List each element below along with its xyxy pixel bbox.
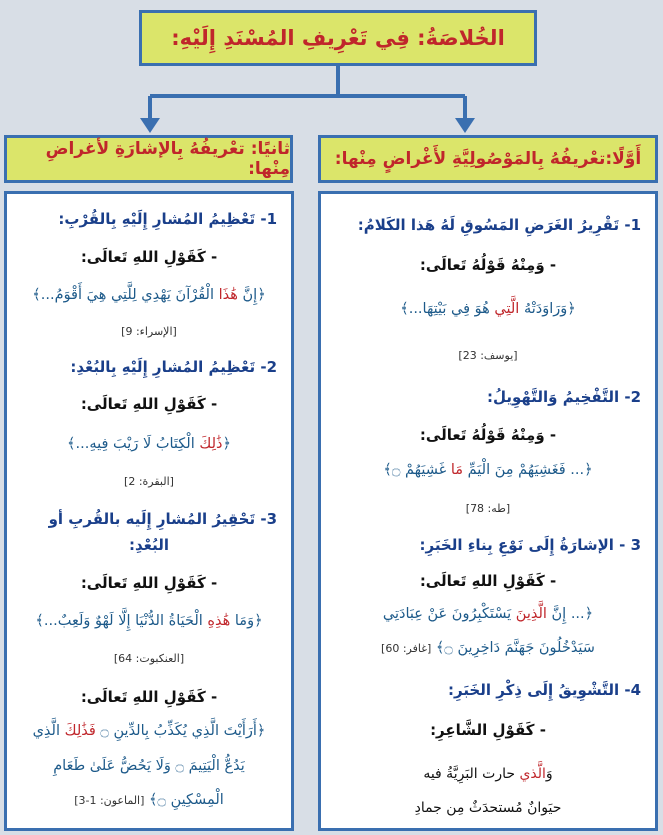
right-verse-3-line-1: ﴿... إِنَّ الَّذِينَ يَسْتَكْبِرُونَ عَنْ عِبَادَتِي: [382, 606, 594, 622]
left-ref-2: [البقرة: 2]: [124, 475, 174, 488]
left-heading-2: 2- تَعْظِيمُ المُشارِ إِلَيْهِ بِالبُعْدِ:: [70, 358, 277, 376]
left-verse-2: ﴿ذَٰلِكَ الْكِتَابُ لَا رَيْبَ فِيهِ...﴾: [67, 436, 231, 452]
left-lead-1: - كَقَوْلِ اللهِ تَعالَى:: [80, 248, 218, 266]
left-heading-3: 3- تَحْقِيرُ المُشارِ إِلَيه بالقُربِ أو: [48, 510, 277, 528]
right-lead-1: - وَمِنْهُ قَوْلُهُ تَعالَى:: [419, 256, 557, 274]
right-heading-4: 4- التَّشْوِيقُ إِلَى ذِكْرِ الخَبَرِ:: [447, 681, 641, 699]
left-ref-3: [العنكبوت: 64]: [113, 652, 185, 665]
main-title: الخُلاصَةُ: فِي تَعْرِيفِ المُسْنَدِ إِلَيْهِ:: [139, 10, 537, 66]
left-verse-4-line-2: يَدُعُّ الْيَتِيمَ ۝ وَلَا يَحُضُّ عَلَىٰ طَعَامِ: [53, 758, 245, 774]
right-poem-line-1: وَالَّذي حارت البَرِيَّةُ فيه: [423, 766, 553, 782]
right-heading-1: 1- تَقْرِيرُ الغَرَضِ المَسُوقِ لَهُ هَذا الكَلامُ:: [357, 216, 641, 234]
right-verse-2: ﴿... فَغَشِيَهُمْ مِنَ الْيَمِّ مَا غَشِيَهُمْ ۝﴾: [383, 462, 593, 478]
left-heading-3-cont: البُعْدِ:: [128, 536, 170, 554]
left-verse-4-line-1: ﴿أَرَأَيْتَ الَّذِي يُكَذِّبُ بِالدِّينِ ۝ فَذَٰلِكَ الَّذِي: [32, 723, 266, 739]
right-verse-3-line-2: سَيَدْخُلُونَ جَهَنَّمَ دَاخِرِينَ ۝﴾ [غافر: 60]: [381, 640, 595, 656]
left-lead-3: - كَقَوْلِ اللهِ تَعالَى:: [80, 574, 218, 592]
left-lead-4: - كَقَوْلِ اللهِ تَعالَى:: [80, 688, 218, 706]
left-verse-3: ﴿وَمَا هَٰذِهِ الْحَيَاةُ الدُّنْيَا إِلَّا لَهْوٌ وَلَعِبٌ...﴾: [35, 613, 263, 629]
left-header: ثانيًا: تعْريفُهُ بِالإشارَةِ لأغراضِ مِنْها:: [4, 135, 293, 183]
right-lead-3: - كَقَوْلِ اللهِ تَعالَى:: [419, 572, 557, 590]
right-verse-1: ﴿وَرَاوَدَتْهُ الَّتِي هُوَ فِي بَيْتِهَا...﴾: [400, 301, 576, 317]
right-poem-line-2: حيَوانٌ مُستحدَثٌ مِن جمادِ: [414, 800, 562, 816]
left-panel: [4, 191, 294, 831]
left-lead-2: - كَقَوْلِ اللهِ تَعالَى:: [80, 395, 218, 413]
left-verse-4-line-3: الْمِسْكِينِ ۝﴾ [الماعون: 1-3]: [74, 792, 224, 808]
right-header: أَوَّلًا:تعْريفُهُ بِالمَوْصُولِيَّةِ لأَغْراضٍ مِنْها:: [318, 135, 658, 183]
left-ref-4: [الماعون: 1-3]: [74, 794, 145, 807]
right-ref-1: [يوسف: 23]: [458, 349, 518, 362]
right-arrowhead: [455, 118, 475, 133]
right-lead-4: - كَقَوْلِ الشَّاعِرِ:: [430, 721, 546, 739]
right-panel: [318, 191, 658, 831]
left-heading-1: 1- تَعْظِيمُ المُشارِ إِلَيْهِ بِالقُرْبِ:: [58, 210, 277, 228]
right-lead-2: - وَمِنْهُ قَوْلُهُ تَعالَى:: [419, 426, 557, 444]
right-ref-2: [طه: 78]: [465, 502, 511, 515]
right-ref-3: [غافر: 60]: [381, 642, 432, 655]
right-heading-3: 3 - الإشارَةُ إِلَى نَوْعِ بِناءِ الخَبَرِ:: [419, 536, 641, 554]
right-heading-2: 2- التَّفْخِيمُ وَالتَّهْوِيلُ:: [486, 388, 641, 406]
left-arrowhead: [140, 118, 160, 133]
left-verse-1: ﴿إِنَّ هَٰذَا الْقُرْآنَ يَهْدِي لِلَّتِي هِيَ أَقْوَمُ...﴾: [32, 287, 266, 303]
left-ref-1: [الإسراء: 9]: [121, 325, 177, 338]
